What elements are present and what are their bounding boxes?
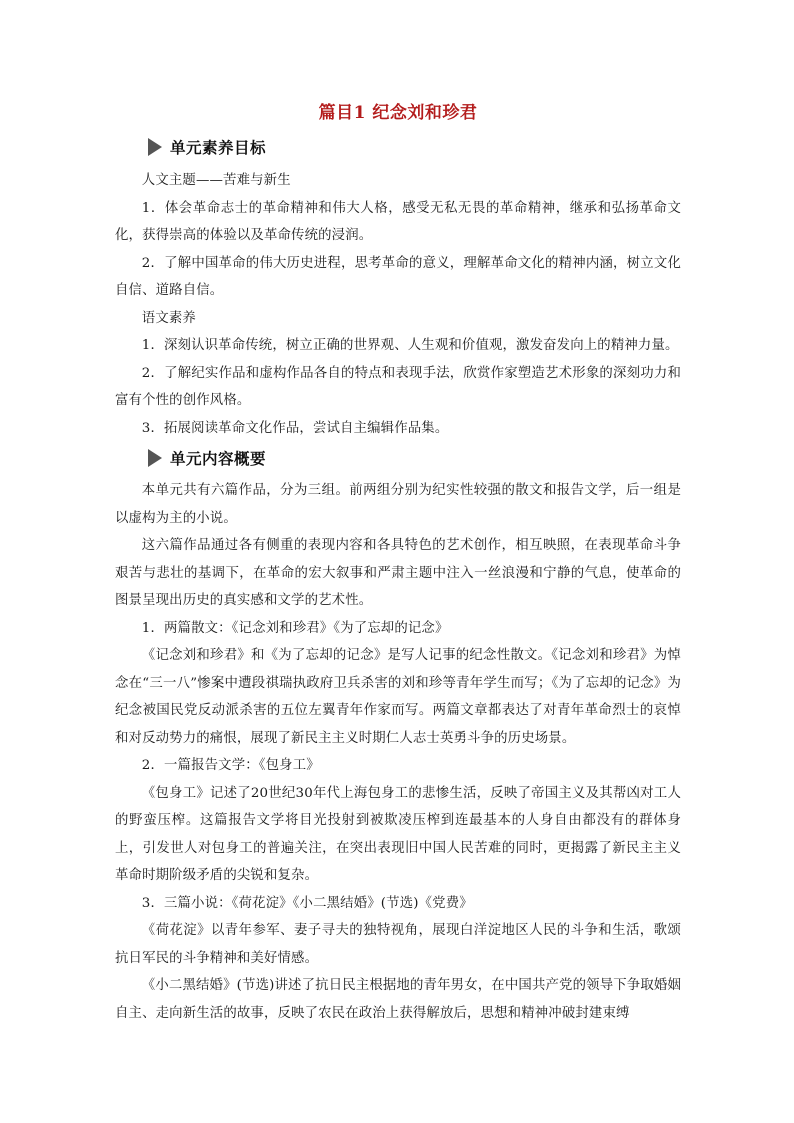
sub-heading-literacy: 语文素养 xyxy=(141,310,196,326)
overview-paragraph: 《记念刘和珍君》和《为了忘却的记念》是写人记事的纪念性散文。《记念刘和珍君》为悼念在“三一八”惨案中遭段祺瑞执政府卫兵杀害的刘和珍等青年学生而写；《为了忘却的记念》为纪念被国民党反动派杀害的五位左翼青年作家而写。两篇文章都表达了对青年革命烈士的哀悼和对反动势力的痛恨，展现了新民主主义时期仁人志士英勇斗争的历史场景。 xyxy=(115,648,681,746)
triangle-right-icon xyxy=(148,138,162,156)
overview-paragraph: 这六篇作品通过各有侧重的表现内容和各具特色的艺术创作，相互映照，在表现革命斗争艰苦与悲壮的基调下，在革命的宏大叙事和严肃主题中注入一丝浪漫和宁静的气息，使革命的图景呈现出历史的真实感和文学的艺术性。 xyxy=(115,538,681,608)
goals-body xyxy=(115,167,681,442)
goal-paragraph: 3．拓展阅读革命文化作品，尝试自主编辑作品集。 xyxy=(141,420,449,436)
section-label-overview: 单元内容概要 xyxy=(170,450,267,468)
overview-body xyxy=(115,477,681,1027)
overview-paragraph: 《小二黑结婚》(节选)讲述了抗日民主根据地的青年男女，在中国共产党的领导下争取婚姻自主、走向新生活的故事，反映了农民在政治上获得解放后，思想和精神冲破封建束缚 xyxy=(115,978,681,1021)
page-title: 篇目1 纪念刘和珍君 xyxy=(318,103,478,123)
goal-paragraph: 1．深刻认识革命传统，树立正确的世界观、人生观和价值观，激发奋发向上的精神力量。 xyxy=(141,338,679,353)
goal-paragraph: 2．了解中国革命的伟大历史进程，思考革命的意义，理解革命文化的精神内涵，树立文化自信、道路自信。 xyxy=(115,255,681,298)
overview-subheading: 3．三篇小说：《荷花淀》《小二黑结婚》(节选)《党费》 xyxy=(141,895,473,911)
overview-paragraph: 本单元共有六篇作品，分为三组。前两组分别为纪实性较强的散文和报告文学，后一组是以虚构为主的小说。 xyxy=(115,483,681,526)
section-label-goals: 单元素养目标 xyxy=(170,139,267,157)
section-heading-overview xyxy=(148,447,266,469)
goal-paragraph: 1．体会革命志士的革命精神和伟大人格，感受无私无畏的革命精神，继承和弘扬革命文化，获得崇高的体验以及革命传统的浸润。 xyxy=(115,200,681,243)
overview-subheading: 2．一篇报告文学：《包身工》 xyxy=(141,758,320,773)
sub-heading-humanities: 人文主题——苦难与新生 xyxy=(141,173,291,188)
goal-paragraph: 2．了解纪实作品和虚构作品各自的特点和表现手法，欣赏作家塑造艺术形象的深刻功力和富有个性的创作风格。 xyxy=(115,365,681,408)
overview-subheading: 1．两篇散文：《记念刘和珍君》《为了忘却的记念》 xyxy=(141,620,449,636)
section-heading-goals xyxy=(148,136,266,158)
overview-paragraph: 《包身工》记述了20世纪30年代上海包身工的悲惨生活，反映了帝国主义及其帮凶对工人的野蛮压榨。这篇报告文学将目光投射到被欺凌压榨到连最基本的人身自由都没有的群体身上，引发世人对包身工的普遍关注，在突出表现旧中国人民苦难的同时，更揭露了新民主主义革命时期阶级矛盾的尖锐和复杂。 xyxy=(115,785,681,883)
overview-paragraph: 《荷花淀》以青年参军、妻子寻夫的独特视角，展现白洋淀地区人民的斗争和生活，歌颂抗日军民的斗争精神和美好情感。 xyxy=(115,923,681,966)
triangle-right-icon xyxy=(148,449,162,467)
